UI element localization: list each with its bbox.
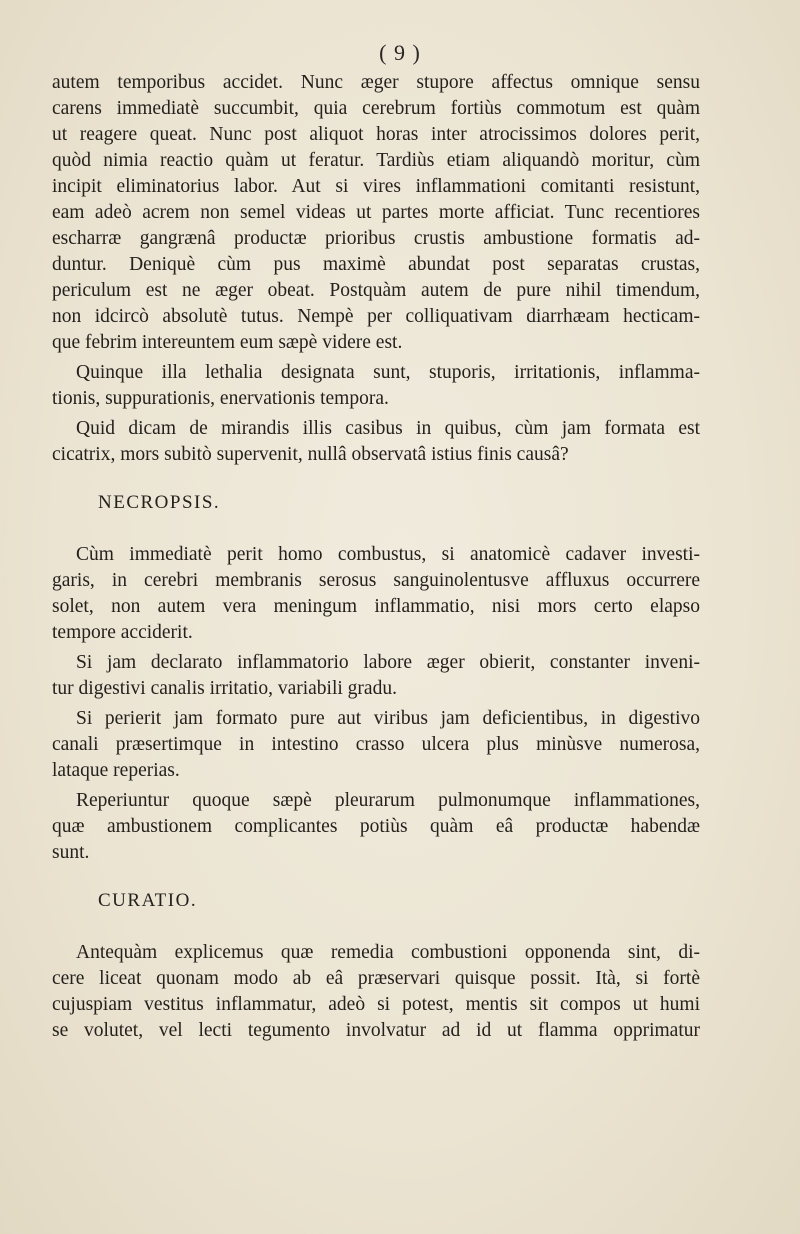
paragraph xyxy=(52,940,700,1044)
section-necropsis xyxy=(52,542,700,866)
text-line: quòd nimia reactio quàm ut feratur. Tardiùs etiam aliquandò moritur, cùm xyxy=(52,150,700,171)
section-intro xyxy=(52,70,700,468)
paragraph xyxy=(52,416,700,468)
text-line: periculum est ne æger obeat. Postquàm autem de pure nihil timendum, xyxy=(52,280,700,301)
text-line: tionis, suppurationis, enervationis tempora. xyxy=(52,388,389,409)
page-number: ( 9 ) xyxy=(379,40,421,65)
section-curatio xyxy=(52,940,700,1044)
text-line: Quinque illa lethalia designata sunt, stuporis, irritationis, inflamma- xyxy=(76,362,700,383)
text-line: Si jam declarato inflammatorio labore æger obierit, constanter inveni- xyxy=(76,652,700,673)
text-line: tur digestivi canalis irritatio, variabili gradu. xyxy=(52,678,397,699)
text-line: autem temporibus accidet. Nunc æger stupore affectus omnique sensu xyxy=(52,72,700,93)
text-line: cicatrix, mors subitò supervenit, nullâ observatâ istius finis causâ? xyxy=(52,444,569,465)
text-line: duntur. Deniquè cùm pus maximè abundat post separatas crustas, xyxy=(52,254,700,275)
text-line: Si perierit jam formato pure aut viribus jam deficientibus, in digestivo xyxy=(76,708,700,729)
paragraph xyxy=(52,360,700,412)
heading-necropsis: NECROPSIS. xyxy=(98,492,221,513)
text-line: tempore acciderit. xyxy=(52,622,193,643)
text-line: canali præsertimque in intestino crasso ulcera plus minùsve numerosa, xyxy=(52,734,700,755)
text-line: ut reagere queat. Nunc post aliquot horas inter atrocissimos dolores perit, xyxy=(52,124,700,145)
text-line: sunt. xyxy=(52,842,90,863)
text-line: Reperiuntur quoque sæpè pleurarum pulmonumque inflammationes, xyxy=(76,790,700,811)
paragraph xyxy=(52,542,700,646)
text-line: escharræ gangrænâ productæ prioribus crustis ambustione formatis ad- xyxy=(52,228,700,249)
text-line: carens immediatè succumbit, quia cerebrum fortiùs commotum est quàm xyxy=(52,98,700,119)
text-line: Antequàm explicemus quæ remedia combustioni opponenda sint, di- xyxy=(76,942,700,963)
text-line: Cùm immediatè perit homo combustus, si anatomicè cadaver investi- xyxy=(76,544,700,565)
text-body xyxy=(52,70,700,1048)
text-line: cujuspiam vestitus inflammatur, adeò si potest, mentis sit compos ut humi xyxy=(52,994,700,1015)
text-line: eam adeò acrem non semel videas ut partes morte afficiat. Tunc recentiores xyxy=(52,202,700,223)
text-line: se volutet, vel lecti tegumento involvatur ad id ut flamma opprimatur xyxy=(52,1020,700,1041)
text-line: cere liceat quonam modo ab eâ præservari quisque possit. Ità, si fortè xyxy=(52,968,700,989)
text-line: que febrim intereuntem eum sæpè videre est. xyxy=(52,332,403,353)
text-line: non idcircò absolutè tutus. Nempè per colliquativam diarrhæam hecticam- xyxy=(52,306,700,327)
text-line: Quid dicam de mirandis illis casibus in quibus, cùm jam formata est xyxy=(76,418,700,439)
text-line: solet, non autem vera meningum inflammatio, nisi mors certo elapso xyxy=(52,596,700,617)
heading-curatio: CURATIO. xyxy=(98,890,198,911)
text-line: incipit eliminatorius labor. Aut si vires inflammationi comitanti resistunt, xyxy=(52,176,700,197)
paragraph xyxy=(52,706,700,784)
paragraph xyxy=(52,70,700,356)
paragraph xyxy=(52,650,700,702)
text-line: lataque reperias. xyxy=(52,760,180,781)
text-line: garis, in cerebri membranis serosus sanguinolentusve affluxus occurrere xyxy=(52,570,700,591)
text-line: quæ ambustionem complicantes potiùs quàm eâ productæ habendæ xyxy=(52,816,700,837)
paragraph xyxy=(52,788,700,866)
